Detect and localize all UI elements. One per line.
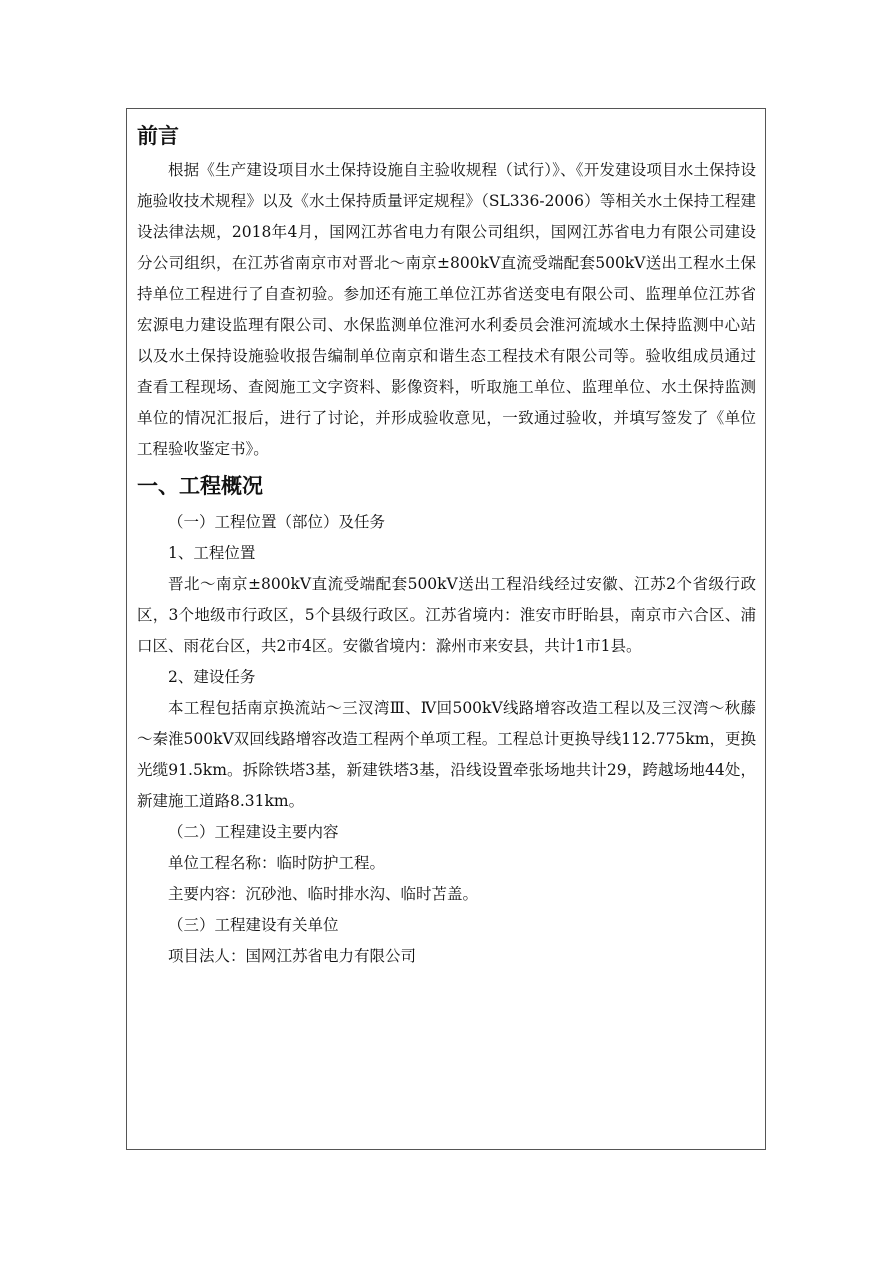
preface-heading: 前言 [137,124,179,148]
unit-project-name: 单位工程名称：临时防护工程。 [168,854,386,872]
subsection-related-units: （三）工程建设有关单位 [168,916,339,934]
item-location-title: 1、工程位置 [168,544,256,562]
item-task-text: 本工程包括南京换流站～三汊湾Ⅲ、Ⅳ回500kV线路增容改造工程以及三汊湾～秋藤～秦淮500kV双回线路增容改造工程两个单项工程。工程总计更换导线112.775km，更换光缆91.5km。拆除铁塔3基，新建铁塔3基，沿线设置牵张场地共计29，跨越场地44处，新建施工道路8.31km。 [137,699,756,810]
document-frame [126,108,766,1150]
item-task-title: 2、建设任务 [168,668,256,686]
subsection-location-task: （一）工程位置（部位）及任务 [168,513,386,531]
subsection-main-content: （二）工程建设主要内容 [168,823,339,841]
preface-paragraph: 根据《生产建设项目水土保持设施自主验收规程（试行）》、《开发建设项目水土保持设施验收技术规程》以及《水土保持质量评定规程》（SL336-2006）等相关水土保持工程建设法律法规，2018年4月，国网江苏省电力有限公司组织，国网江苏省电力有限公司建设分公司组织，在江苏省南京市对晋北～南京±800kV直流受端配套500kV送出工程水土保持单位工程进行了自查初验。参加还有施工单位江苏省送变电有限公司、监理单位江苏省宏源电力建设监理有限公司、水保监测单位淮河水利委员会淮河流域水土保持监测中心站以及水土保持设施验收报告编制单位南京和谐生态工程技术有限公司等。验收组成员通过查看工程现场、查阅施工文字资料、影像资料，听取施工单位、监理单位、水土保持监测单位的情况汇报后，进行了讨论，并形成验收意见，一致通过验收，并填写签发了《单位工程验收鉴定书》。 [137,161,756,458]
project-owner: 项目法人：国网江苏省电力有限公司 [168,947,417,965]
item-location-text: 晋北～南京±800kV直流受端配套500kV送出工程沿线经过安徽、江苏2个省级行政区，3个地级市行政区，5个县级行政区。江苏省境内：淮安市盱眙县，南京市六合区、浦口区、雨花台区，共2市4区。安徽省境内：滁州市来安县，共计1市1县。 [137,575,756,655]
section-overview-heading: 一、工程概况 [137,474,263,498]
main-content-text: 主要内容：沉砂池、临时排水沟、临时苫盖。 [168,885,479,903]
